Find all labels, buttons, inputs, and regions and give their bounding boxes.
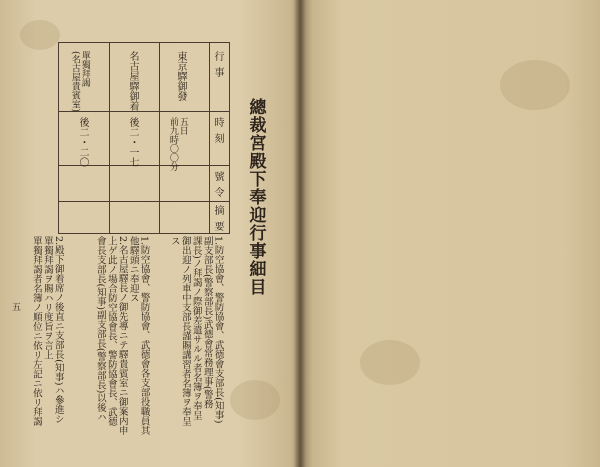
- header-signal: 號令: [212, 171, 223, 203]
- table-row-event: 名古屋驛御着: [127, 51, 138, 111]
- document-title: 總裁宮殿下奉迎行事細目: [245, 98, 266, 296]
- paper-stain: [500, 60, 570, 110]
- table-row-time: 後二・一七: [127, 117, 138, 167]
- table-row-event: 單獨拜謁 (名古屋貴賓室): [69, 51, 90, 113]
- table-row-time: 後二・二〇: [77, 117, 88, 167]
- summary-item: 2.殿下御着席ノ後直ニ支部長(知事)ハ參進シ 單獨拜謁ヲ賜ハリ度旨ヲ言上 單獨拜謁者名簿ノ順位ニ依リ左記ニ依リ拜謁: [30, 236, 64, 426]
- summary-item: 1.防空協會、警防協會、武德會各支部役職員其 他驛頭ニ奉迎ス 2.名古屋驛長ノ御先導ニテ驛貴賓室ニ御案内申 上ゲ此ノ場合防空協會長、警防協會長、武德 會長支部長(知事)副支部長(警察部長)以後ハ: [94, 236, 150, 436]
- header-time: 時刻: [212, 117, 223, 149]
- page-number: 五: [12, 303, 22, 313]
- right-page: [300, 0, 600, 467]
- header-event: 行事: [212, 51, 223, 83]
- schedule-table: [58, 42, 230, 237]
- table-row-event: 東京驛御發: [175, 51, 186, 101]
- table-row-time: 五日 前九時〇〇分: [167, 117, 188, 171]
- summary-item: 1.防空協會、警防協會、武德會支部長(知事) 副支部長(警察部長)武德會常務理事(警務 課長)ノ拜謁ノ際御差遣サルル者名簿ヲ奉呈 御出迎ノ列車中支部長謹賜講習者名簿ヲ奉呈 ス: [168, 236, 224, 426]
- book-gutter: [294, 0, 306, 467]
- header-summary: 摘要: [212, 205, 223, 237]
- paper-stain: [230, 380, 280, 420]
- paper-stain: [360, 340, 420, 385]
- paper-stain: [20, 20, 60, 50]
